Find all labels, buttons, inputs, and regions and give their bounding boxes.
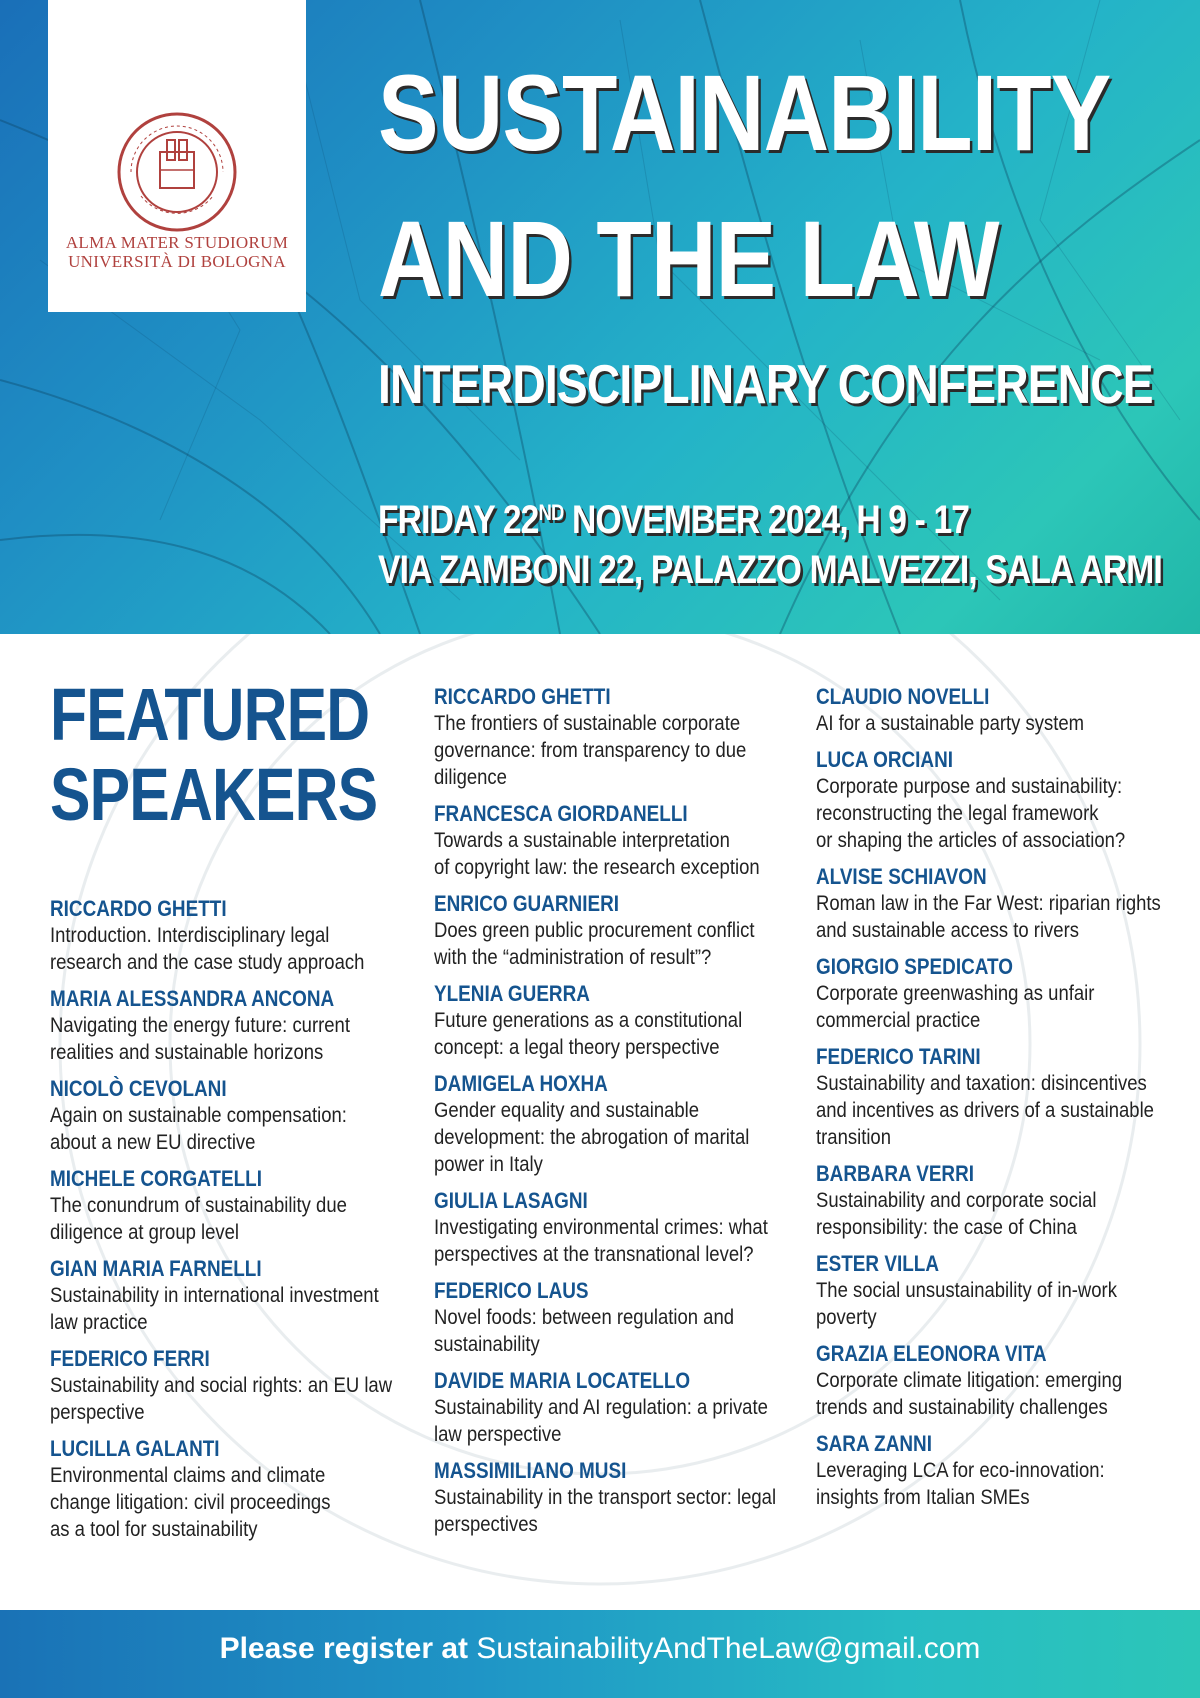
speaker-name: MARIA ALESSANDRA ANCONA bbox=[50, 986, 335, 1011]
logo-line-2: UNIVERSITÀ DI BOLOGNA bbox=[68, 252, 286, 271]
speaker-talk-title: Roman law in the Far West: riparian rights and sustainable access to rivers bbox=[816, 892, 1161, 942]
speaker-entry bbox=[816, 1251, 1200, 1331]
event-venue: VIA ZAMBONI 22, PALAZZO MALVEZZI, SALA ARMI bbox=[378, 548, 1162, 592]
speaker-entry bbox=[50, 1256, 450, 1336]
speaker-entry bbox=[816, 747, 1200, 854]
speaker-name: NICOLÒ CEVOLANI bbox=[50, 1076, 227, 1101]
speaker-talk-title: Gender equality and sustainable development: the abrogation of marital power in Italy bbox=[434, 1099, 750, 1176]
speaker-entry bbox=[816, 1431, 1200, 1511]
speaker-entry bbox=[816, 954, 1200, 1034]
speaker-name: GIORGIO SPEDICATO bbox=[816, 954, 1013, 979]
speaker-entry bbox=[434, 1188, 834, 1268]
speaker-name: DAMIGELA HOXHA bbox=[434, 1071, 608, 1096]
speaker-talk-title: Future generations as a constitutional concept: a legal theory perspective bbox=[434, 1009, 743, 1059]
speaker-name: SARA ZANNI bbox=[816, 1431, 932, 1456]
speaker-entry bbox=[434, 684, 834, 791]
register-prefix: Please register at bbox=[219, 1632, 469, 1665]
title-line-1: SUSTAINABILITY bbox=[378, 52, 1111, 173]
speaker-talk-title: Does green public procurement conflict with the “administration of result”? bbox=[434, 919, 755, 969]
speaker-entry bbox=[816, 1044, 1200, 1151]
speaker-talk-title: The conundrum of sustainability due diligence at group level bbox=[50, 1194, 347, 1244]
speaker-name: GIULIA LASAGNI bbox=[434, 1188, 588, 1213]
speaker-entry bbox=[50, 1346, 450, 1426]
speaker-talk-title: Sustainability and taxation: disincentives and incentives as drivers of a sustainable transition bbox=[816, 1072, 1154, 1149]
speaker-talk-title: The social unsustainability of in-work poverty bbox=[816, 1279, 1117, 1329]
speaker-entry bbox=[434, 891, 834, 971]
title-line-2: AND THE LAW bbox=[378, 198, 999, 319]
speaker-entry bbox=[434, 1458, 834, 1538]
speaker-entry bbox=[50, 1436, 450, 1543]
speaker-name: RICCARDO GHETTI bbox=[50, 896, 227, 921]
speaker-name: RICCARDO GHETTI bbox=[434, 684, 611, 709]
speaker-entry bbox=[816, 1161, 1200, 1241]
speaker-talk-title: Navigating the energy future: current realities and sustainable horizons bbox=[50, 1014, 350, 1064]
speaker-name: GRAZIA ELEONORA VITA bbox=[816, 1341, 1047, 1366]
speaker-entry bbox=[434, 1278, 834, 1358]
speaker-entry bbox=[816, 864, 1200, 944]
register-email[interactable]: SustainabilityAndTheLaw@gmail.com bbox=[476, 1632, 981, 1665]
university-seal-icon bbox=[115, 110, 239, 234]
speaker-talk-title: Corporate greenwashing as unfair commercial practice bbox=[816, 982, 1095, 1032]
speaker-talk-title: AI for a sustainable party system bbox=[816, 712, 1085, 735]
speaker-talk-title: Again on sustainable compensation: about a new EU directive bbox=[50, 1104, 347, 1154]
speaker-talk-title: Investigating environmental crimes: what perspectives at the transnational level? bbox=[434, 1216, 768, 1266]
speaker-name: GIAN MARIA FARNELLI bbox=[50, 1256, 262, 1281]
speaker-talk-title: Sustainability and social rights: an EU law perspective bbox=[50, 1374, 393, 1424]
speaker-entry bbox=[50, 1076, 450, 1156]
speaker-name: DAVIDE MARIA LOCATELLO bbox=[434, 1368, 691, 1393]
speaker-name: MASSIMILIANO MUSI bbox=[434, 1458, 627, 1483]
featured-speakers-heading: FEATURED SPEAKERS bbox=[50, 673, 378, 836]
speaker-name: FRANCESCA GIORDANELLI bbox=[434, 801, 688, 826]
speaker-name: BARBARA VERRI bbox=[816, 1161, 975, 1186]
speaker-entry bbox=[50, 986, 450, 1066]
registration-line bbox=[0, 1632, 1200, 1666]
speaker-talk-title: Sustainability and AI regulation: a private law perspective bbox=[434, 1396, 768, 1446]
speaker-name: MICHELE CORGATELLI bbox=[50, 1166, 262, 1191]
speaker-entry bbox=[50, 896, 450, 976]
speaker-talk-title: Sustainability in international investment law practice bbox=[50, 1284, 379, 1334]
speaker-talk-title: Sustainability in the transport sector: legal perspectives bbox=[434, 1486, 777, 1536]
speaker-entry bbox=[816, 1341, 1200, 1421]
event-date: FRIDAY 22ND NOVEMBER 2024, H 9 - 17 bbox=[378, 498, 970, 542]
speaker-name: LUCA ORCIANI bbox=[816, 747, 953, 772]
speaker-entry bbox=[816, 684, 1200, 737]
speaker-entry bbox=[434, 1071, 834, 1178]
speaker-talk-title: Environmental claims and climate change litigation: civil proceedings as a tool for sustainability bbox=[50, 1464, 331, 1541]
speaker-name: CLAUDIO NOVELLI bbox=[816, 684, 990, 709]
speaker-name: YLENIA GUERRA bbox=[434, 981, 590, 1006]
speaker-talk-title: Corporate climate litigation: emerging trends and sustainability challenges bbox=[816, 1369, 1123, 1419]
conference-subtitle: INTERDISCIPLINARY CONFERENCE bbox=[378, 353, 1153, 415]
university-logo-panel bbox=[48, 0, 306, 312]
speaker-talk-title: Novel foods: between regulation and sustainability bbox=[434, 1306, 734, 1356]
speaker-name: FEDERICO FERRI bbox=[50, 1346, 210, 1371]
speaker-entry bbox=[434, 801, 834, 881]
speaker-name: ALVISE SCHIAVON bbox=[816, 864, 987, 889]
speaker-name: FEDERICO TARINI bbox=[816, 1044, 981, 1069]
speaker-talk-title: Sustainability and corporate social responsibility: the case of China bbox=[816, 1189, 1097, 1239]
speaker-talk-title: Leveraging LCA for eco-innovation: insights from Italian SMEs bbox=[816, 1459, 1105, 1509]
speaker-talk-title: Corporate purpose and sustainability: reconstructing the legal framework or shaping the articles of association? bbox=[816, 775, 1126, 852]
speaker-name: LUCILLA GALANTI bbox=[50, 1436, 220, 1461]
speaker-talk-title: The frontiers of sustainable corporate governance: from transparency to due diligence bbox=[434, 712, 747, 789]
speaker-talk-title: Towards a sustainable interpretation of copyright law: the research exception bbox=[434, 829, 760, 879]
logo-line-1: ALMA MATER STUDIORUM bbox=[65, 233, 289, 252]
speaker-entry bbox=[50, 1166, 450, 1246]
speaker-entry bbox=[434, 981, 834, 1061]
speaker-name: ESTER VILLA bbox=[816, 1251, 939, 1276]
speaker-name: FEDERICO LAUS bbox=[434, 1278, 589, 1303]
speaker-name: ENRICO GUARNIERI bbox=[434, 891, 620, 916]
header-banner bbox=[0, 0, 1200, 634]
speaker-talk-title: Introduction. Interdisciplinary legal research and the case study approach bbox=[50, 924, 365, 974]
speaker-entry bbox=[434, 1368, 834, 1448]
